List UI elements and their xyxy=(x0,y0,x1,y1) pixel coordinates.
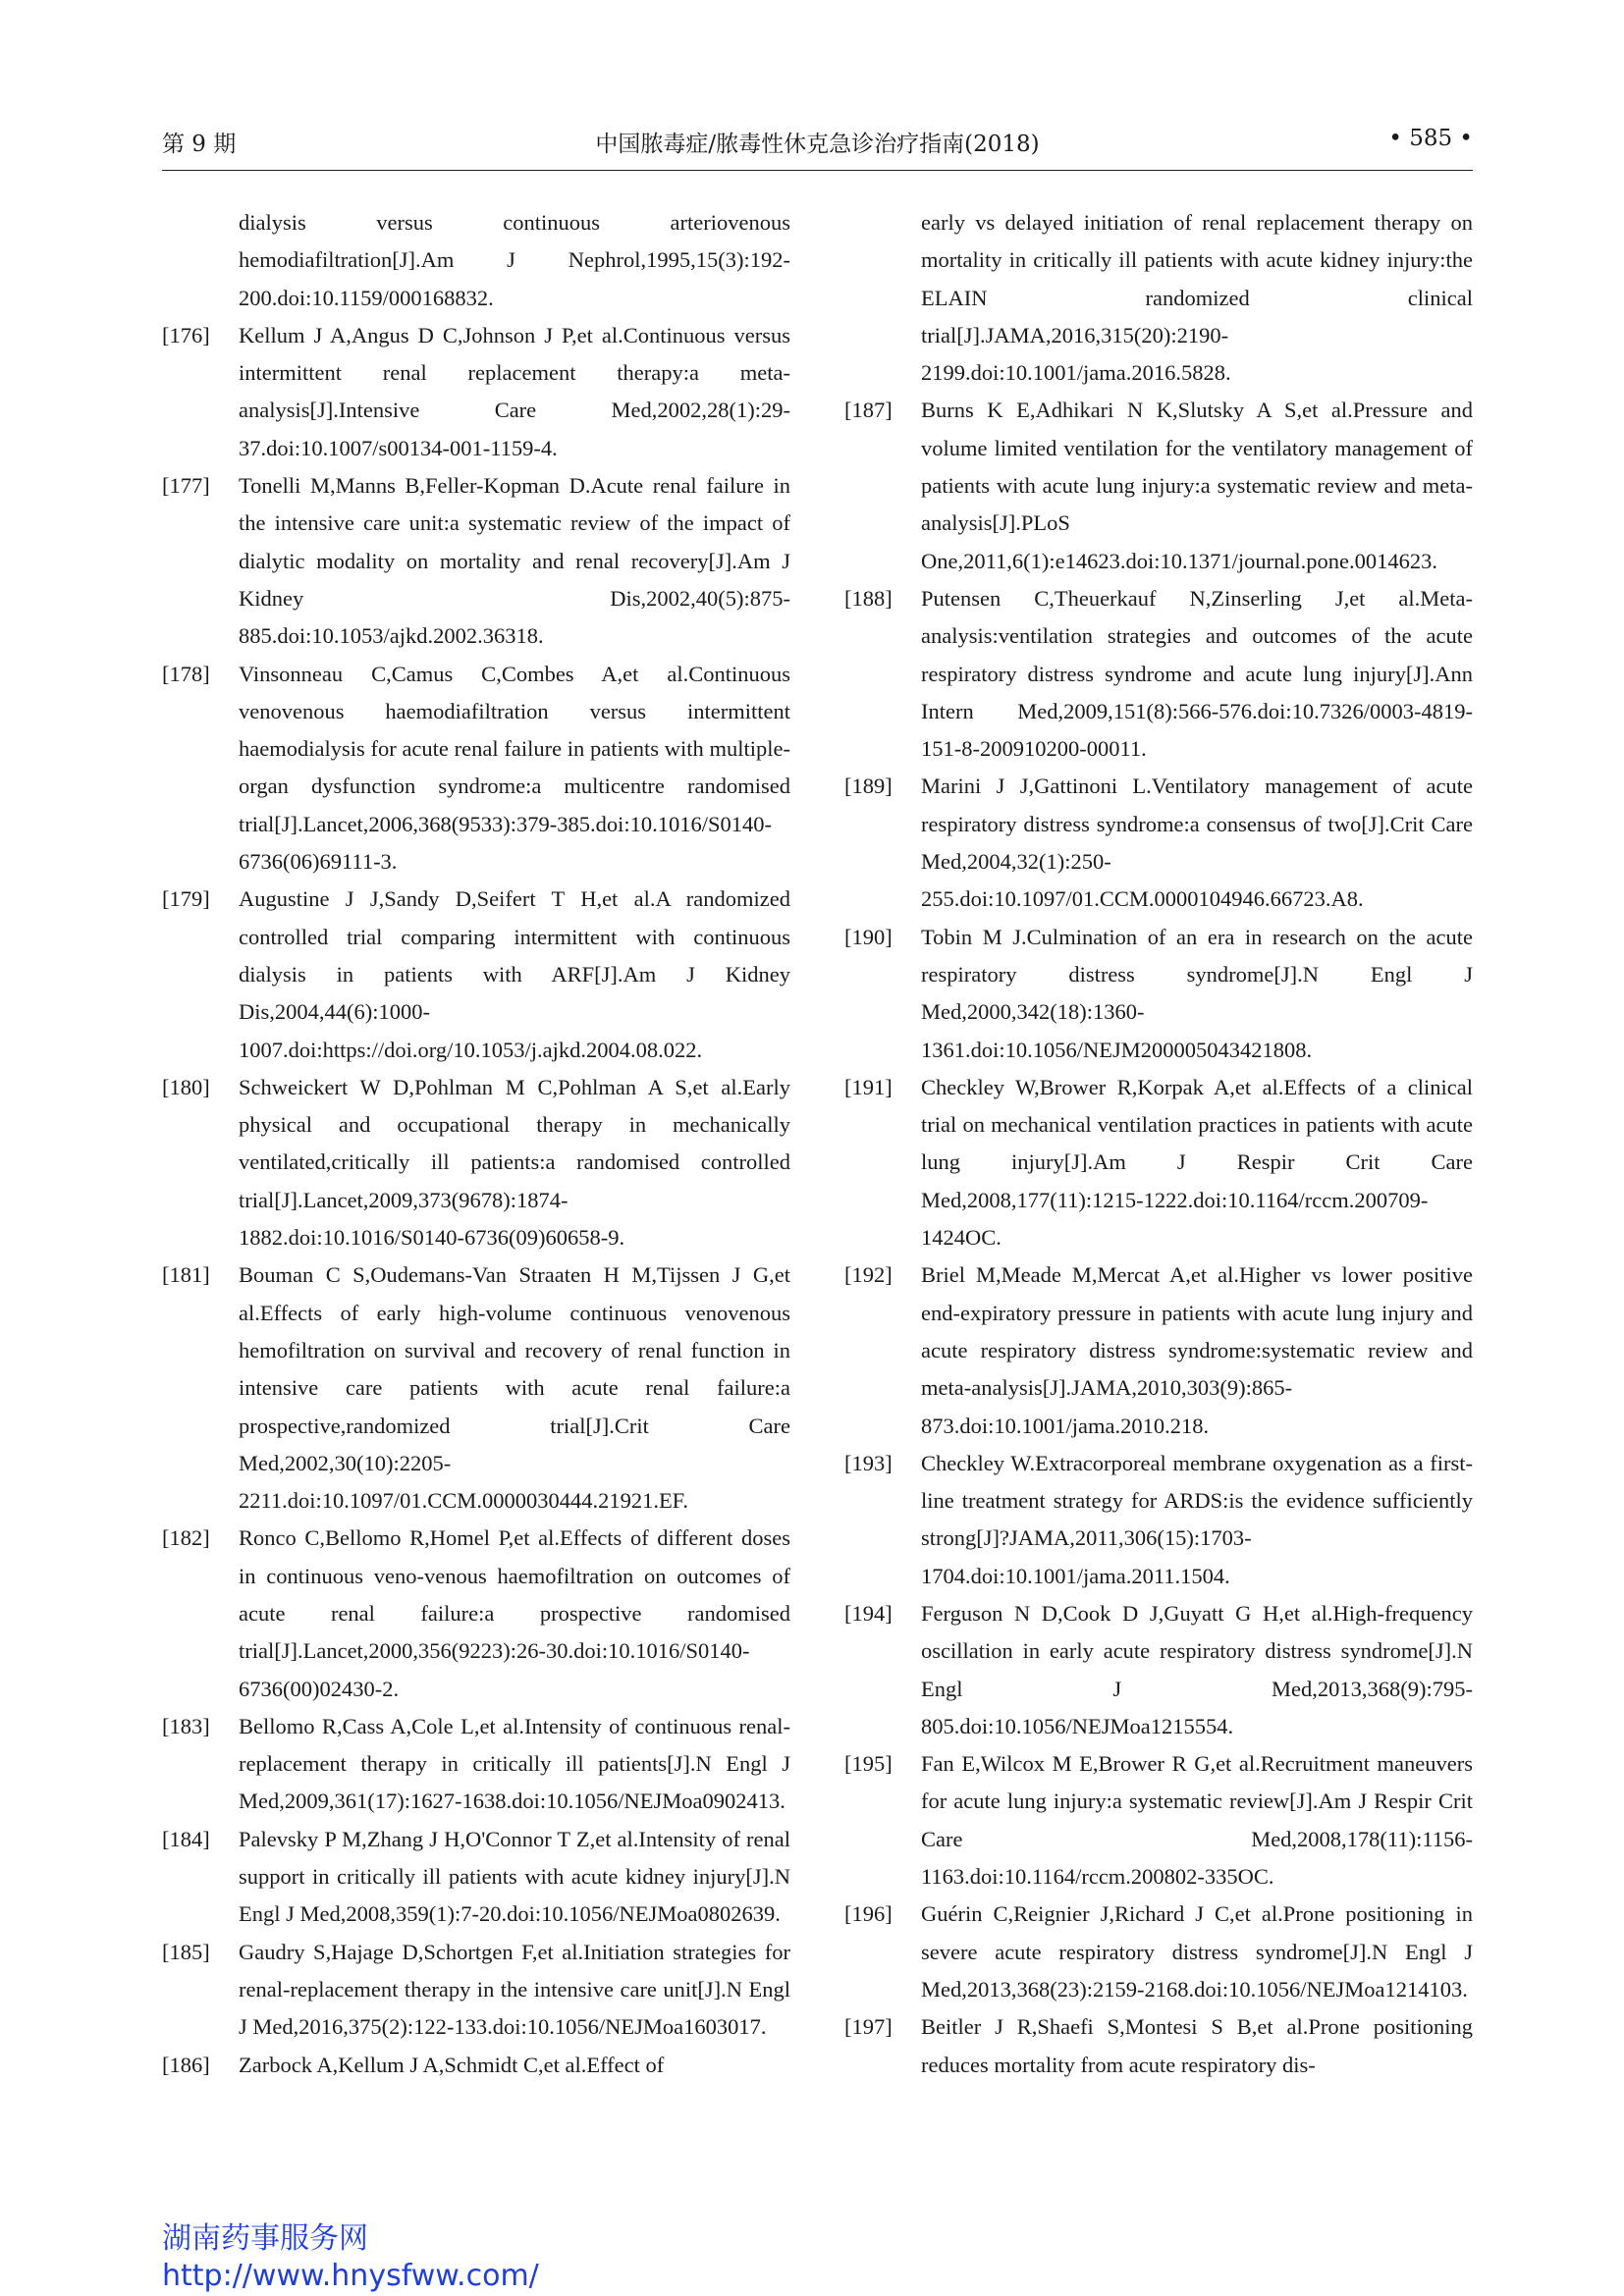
reference-text: Gaudry S,Hajage D,Schortgen F,et al.Initiation strategies for renal-replacement therapy in the intensive care unit[J].N Engl J Med,2016,375(2):122-133.doi:10.1056/NEJMoa1603017. xyxy=(239,1939,790,2040)
reference-entry xyxy=(844,204,1473,392)
reference-text: Kellum J A,Angus D C,Johnson J P,et al.Continuous versus intermittent renal replacement therapy:a meta-analysis[J].Intensive Care Med,2002,28(1):29-37.doi:10.1007/s00134-001-1159-4. xyxy=(239,322,790,460)
reference-text: Checkley W.Extracorporeal membrane oxygenation as a first-line treatment strategy for ARDS:is the evidence sufficiently strong[J]?JAMA,2011,306(15):1703-1704.doi:10.1001/jama.2011.1504. xyxy=(921,1450,1473,1588)
reference-entry xyxy=(844,1445,1473,1595)
reference-entry xyxy=(844,580,1473,768)
reference-number: [185] xyxy=(162,1939,210,1964)
reference-entry xyxy=(844,1595,1473,1745)
reference-entry xyxy=(844,392,1473,579)
reference-text: Bellomo R,Cass A,Cole L,et al.Intensity of continuous renal-replacement therapy in critically ill patients[J].N Engl J Med,2009,361(17):1627-1638.doi:10.1056/NEJMoa0902413. xyxy=(239,1713,790,1814)
reference-entry xyxy=(844,2008,1473,2084)
reference-entry xyxy=(162,317,790,467)
reference-number: [187] xyxy=(844,398,893,423)
reference-text: Briel M,Meade M,Mercat A,et al.Higher vs lower positive end-expiratory pressure in patients with acute lung injury and acute respiratory distress syndrome:systematic review and meta-analysis[J].JAMA,2010,303(9):865-873.doi:10.1001/jama.2010.218. xyxy=(921,1262,1473,1438)
reference-entry xyxy=(162,1708,790,1821)
reference-text: dialysis versus continuous arteriovenous hemodiafiltration[J].Am J Nephrol,1995,15(3):192-200.doi:10.1159/000168832. xyxy=(239,210,790,310)
reference-number: [176] xyxy=(162,322,210,347)
reference-text: Vinsonneau C,Camus C,Combes A,et al.Continuous venovenous haemodiafiltration versus intermittent haemodialysis for acute renal failure in patients with multiple-organ dysfunction syndrome:a multicentre randomised trial[J].Lancet,2006,368(9533):379-385.doi:10.1016/S0140-6736(06)69111-3. xyxy=(239,661,790,875)
footer-watermark xyxy=(162,2220,539,2295)
reference-entry xyxy=(844,1256,1473,1444)
reference-number: [191] xyxy=(844,1074,893,1099)
reference-number: [179] xyxy=(162,886,210,912)
page-number: • 585 • xyxy=(1388,126,1473,151)
reference-text: Tobin M J.Culmination of an era in research on the acute respiratory distress syndrome[J].N Engl J Med,2000,342(18):1360-1361.doi:10.1056/NEJM200005043421808. xyxy=(921,924,1473,1062)
reference-text: Ferguson N D,Cook D J,Guyatt G H,et al.High-frequency oscillation in early acute respiratory distress syndrome[J].N Engl J Med,2013,368(9):795-805.doi:10.1056/NEJMoa1215554. xyxy=(921,1600,1473,1738)
reference-text: Zarbock A,Kellum J A,Schmidt C,et al.Effect of xyxy=(239,2052,665,2077)
reference-entry xyxy=(162,1256,790,1520)
reference-number: [193] xyxy=(844,1450,893,1475)
reference-text: Tonelli M,Manns B,Feller-Kopman D.Acute renal failure in the intensive care unit:a systematic review of the impact of dialytic modality on mortality and renal recovery[J].Am J Kidney Dis,2002,40(5):875-885.doi:10.1053/ajkd.2002.36318. xyxy=(239,473,790,649)
reference-text: Palevsky P M,Zhang J H,O'Connor T Z,et al.Intensity of renal support in critically ill patients with acute kidney injury[J].N Engl J Med,2008,359(1):7-20.doi:10.1056/NEJMoa0802639. xyxy=(239,1826,790,1927)
reference-entry xyxy=(162,1821,790,1934)
reference-text: Guérin C,Reignier J,Richard J C,et al.Prone positioning in severe acute respiratory distress syndrome[J].N Engl J Med,2013,368(23):2159-2168.doi:10.1056/NEJMoa1214103. xyxy=(921,1901,1473,2002)
header-rule xyxy=(162,170,1473,171)
reference-text: Putensen C,Theuerkauf N,Zinserling J,et al.Meta-analysis:ventilation strategies and outcomes of the acute respiratory distress syndrome and acute lung injury[J].Ann Intern Med,2009,151(8):566-576.doi:10.7326/0003-4819-151-8-200910200-00011. xyxy=(921,585,1473,762)
reference-text: Ronco C,Bellomo R,Homel P,et al.Effects of different doses in continuous veno-venous haemofiltration on outcomes of acute renal failure:a prospective randomised trial[J].Lancet,2000,356(9223):26-30.doi:10.1016/S0140-6736(00)02430-2. xyxy=(239,1525,790,1701)
journal-title: 中国脓毒症/脓毒性休克急诊治疗指南(2018) xyxy=(595,132,1040,157)
reference-text: Marini J J,Gattinoni L.Ventilatory management of acute respiratory distress syndrome:a consensus of two[J].Crit Care Med,2004,32(1):250-255.doi:10.1097/01.CCM.0000104946.66723.A8. xyxy=(921,774,1473,912)
reference-entry xyxy=(162,1934,790,2047)
reference-number: [177] xyxy=(162,473,210,499)
reference-number: [189] xyxy=(844,774,893,799)
reference-text: Checkley W,Brower R,Korpak A,et al.Effects of a clinical trial on mechanical ventilation practices in patients with acute lung injury[J].Am J Respir Crit Care Med,2008,177(11):1215-1222.doi:10.1164/rccm.200709-1424OC. xyxy=(921,1074,1473,1251)
site-name: 湖南药事服务网 xyxy=(162,2221,368,2256)
reference-entry xyxy=(844,768,1473,918)
running-header xyxy=(162,126,1473,169)
reference-entry xyxy=(844,1069,1473,1256)
reference-number: [190] xyxy=(844,924,893,949)
reference-entry xyxy=(162,1520,790,1707)
reference-number: [181] xyxy=(162,1262,210,1288)
site-url-link[interactable]: http://www.hnysfww.com/ xyxy=(162,2259,539,2293)
reference-entry xyxy=(162,204,790,317)
reference-text: Schweickert W D,Pohlman M C,Pohlman A S,et al.Early physical and occupational therapy in mechanically ventilated,critically ill patients:a randomised controlled trial[J].Lancet,2009,373(9678):1874-1882.doi:10.1016/S0140-6736(09)60658-9. xyxy=(239,1074,790,1251)
reference-number: [178] xyxy=(162,661,210,686)
reference-entry xyxy=(162,656,790,881)
reference-number xyxy=(162,204,239,317)
reference-text: early vs delayed initiation of renal replacement therapy on mortality in critically ill patients with acute kidney injury:the ELAIN randomized clinical trial[J].JAMA,2016,315(20):2190-2199.doi:10.1001/jama.2016.5828. xyxy=(921,210,1473,386)
reference-number: [197] xyxy=(844,2014,893,2040)
reference-number: [182] xyxy=(162,1525,210,1551)
reference-column-left xyxy=(162,204,790,2084)
reference-entry xyxy=(844,1745,1473,1896)
reference-number: [192] xyxy=(844,1262,893,1288)
reference-entry xyxy=(162,881,790,1068)
reference-number: [196] xyxy=(844,1901,893,1927)
reference-text: Fan E,Wilcox M E,Brower R G,et al.Recruitment maneuvers for acute lung injury:a systematic review[J].Am J Respir Crit Care Med,2008,178(11):1156-1163.doi:10.1164/rccm.200802-335OC. xyxy=(921,1751,1473,1890)
reference-entry xyxy=(844,1896,1473,2008)
reference-number: [186] xyxy=(162,2052,210,2077)
reference-entry xyxy=(162,1069,790,1256)
issue-number: 第 9 期 xyxy=(162,132,237,157)
reference-entry xyxy=(162,467,790,655)
reference-number: [183] xyxy=(162,1713,210,1738)
reference-text: Burns K E,Adhikari N K,Slutsky A S,et al.Pressure and volume limited ventilation for the ventilatory management of patients with acute lung injury:a systematic review and meta-analysis[J].PLoS One,2011,6(1):e14623.doi:10.1371/journal.pone.0014623. xyxy=(921,398,1473,573)
reference-text: Augustine J J,Sandy D,Seifert T H,et al.A randomized controlled trial comparing intermittent with continuous dialysis in patients with ARF[J].Am J Kidney Dis,2004,44(6):1000-1007.doi:https://doi.org/10.1053/j.ajkd.2004.08.022. xyxy=(239,886,790,1062)
reference-number xyxy=(844,204,921,392)
reference-number: [188] xyxy=(844,585,893,611)
reference-text: Bouman C S,Oudemans-Van Straaten H M,Tijssen J G,et al.Effects of early high-volume continuous venovenous hemofiltration on survival and recovery of renal function in intensive care patients with acute renal failure:a prospective,randomized trial[J].Crit Care Med,2002,30(10):2205-2211.doi:10.1097/01.CCM.0000030444.21921.EF. xyxy=(239,1262,790,1514)
reference-entry xyxy=(162,2047,790,2084)
reference-entry xyxy=(844,919,1473,1069)
reference-number: [194] xyxy=(844,1600,893,1626)
reference-number: [184] xyxy=(162,1826,210,1851)
reference-text: Beitler J R,Shaefi S,Montesi S B,et al.Prone positioning reduces mortality from acute respiratory dis- xyxy=(921,2014,1473,2077)
reference-column-right xyxy=(844,204,1473,2084)
reference-number: [180] xyxy=(162,1074,210,1099)
reference-number: [195] xyxy=(844,1751,893,1777)
